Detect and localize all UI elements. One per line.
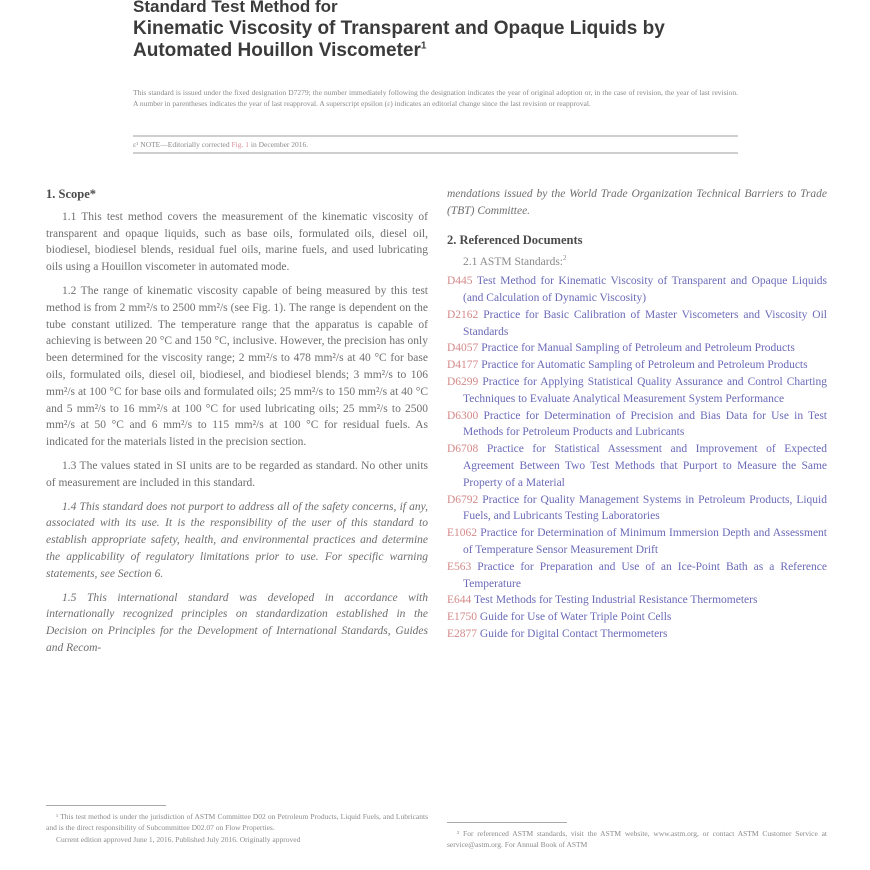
reference-item[interactable] [447, 273, 827, 307]
issuance-notice: This standard is issued under the fixed designation D7279; the number immediately following the designation indicates the year of original adoption or, in the case of revision, the year of last revision. A number in parentheses indicates the year of last reapproval. A superscript epsilon (ε) indicates an editorial change since the last revision or reapproval. [133, 88, 738, 108]
paragraph-1-5-continuation: mendations issued by the World Trade Organization Technical Barriers to Trade (TBT) Committee. [447, 188, 827, 217]
left-column [46, 186, 428, 664]
astm-standards-label: 2.1 ASTM Standards: [463, 256, 563, 269]
paragraph-1-3: 1.3 The values stated in SI units are to be regarded as standard. No other units of measurement are included in this standard. [46, 459, 428, 489]
reference-code[interactable]: D6792 [447, 493, 479, 506]
reference-title[interactable]: Guide for Use of Water Triple Point Cells [479, 611, 672, 624]
reference-item[interactable] [447, 374, 827, 408]
reference-code[interactable]: D6300 [447, 409, 479, 422]
paragraph-1-5: 1.5 This international standard was developed in accordance with internationally recognized principles on standardization established in the Decision on Principles for the Development of International Standards, Guides and Recom- [46, 591, 428, 654]
title-footnote-mark: 1 [420, 40, 427, 52]
reference-code[interactable]: D445 [447, 275, 473, 288]
footnote-rule [447, 822, 567, 823]
reference-item[interactable] [447, 492, 827, 526]
reference-item[interactable] [447, 408, 827, 442]
footnote-1-edition: Current edition approved June 1, 2016. Published July 2016. Originally approved [56, 835, 301, 844]
right-footnotes [447, 822, 827, 852]
reference-item[interactable] [447, 357, 827, 374]
astm-standards-subheading [463, 254, 827, 271]
reference-code[interactable]: E1750 [447, 611, 478, 624]
reference-title[interactable]: Practice for Quality Management Systems in Petroleum Products, Liquid Fuels, and Lubricants Testing Laboratories [463, 493, 827, 523]
reference-item[interactable] [447, 307, 827, 341]
section-1-heading: 1. Scope* [46, 187, 96, 201]
title-block [133, 0, 773, 62]
reference-title[interactable]: Practice for Basic Calibration of Master Viscometers and Viscosity Oil Standards [463, 308, 827, 338]
paragraph-1-1: 1.1 This test method covers the measurement of the kinematic viscosity of transparent and opaque liquids, such as base oils, formulated oils, diesel oil, biodiesel, biodiesel blends, residual fuel oils, marine fuels, and used lubricating oils using a Houillon viscometer in automated mode. [46, 210, 428, 274]
reference-code[interactable]: E644 [447, 594, 472, 607]
section-2-heading: 2. Referenced Documents [447, 232, 583, 247]
reference-code[interactable]: E2877 [447, 627, 478, 640]
reference-title[interactable]: Test Methods for Testing Industrial Resistance Thermometers [473, 594, 758, 607]
reference-title[interactable]: Practice for Statistical Assessment and Improvement of Expected Agreement Between Two Test Methods that Purport to Measure the Same Property of a Material [463, 443, 828, 489]
right-column [447, 186, 827, 643]
reference-title[interactable]: Practice for Automatic Sampling of Petroleum and Petroleum Products [481, 359, 808, 372]
reference-code[interactable]: E563 [447, 560, 472, 573]
epsilon-note-suffix: in December 2016. [250, 140, 309, 149]
reference-title[interactable]: Practice for Manual Sampling of Petroleum and Petroleum Products [481, 342, 795, 355]
reference-item[interactable] [447, 609, 827, 626]
reference-item[interactable] [447, 626, 827, 643]
epsilon-note-figure-link[interactable]: Fig. 1 [231, 140, 250, 149]
reference-code[interactable]: D4177 [447, 359, 479, 372]
reference-item[interactable] [447, 525, 827, 559]
title-line-3 [133, 40, 773, 62]
paragraph-1-4: 1.4 This standard does not purport to address all of the safety concerns, if any, associated with its use. It is the responsibility of the user of this standard to establish appropriate safety, health, and environmental practices and determine the applicability of regulatory limitations prior to use. For specific warning statements, see Section 6. [46, 500, 428, 580]
reference-title[interactable]: Test Method for Kinematic Viscosity of Transparent and Opaque Liquids (and Calculation of Dynamic Viscosity) [463, 275, 827, 304]
reference-item[interactable] [447, 559, 827, 593]
paragraph-1-2: 1.2 The range of kinematic viscosity capable of being measured by this test method is from 2 mm²/s to 2500 mm²/s (see Fig. 1). The range is dependent on the tube constant utilized. The temperature range that the apparatus is capable of achieving is between 20 °C and 150 °C, inclusive. However, the precision has only been determined for the viscosity range; 2 mm²/s to 478 mm²/s at 40 °C for base oils, formulated oils, diesel oil, biodiesel, and biodiesel blends; 3 mm²/s to 106 mm²/s at 100 °C for base oils and formulated oils; 25 mm²/s to 150 mm²/s at 40 °C and 5 mm²/s to 16 mm²/s at 100 °C for used lubricating oils; 25 mm²/s to 2500 mm²/s at 50 °C and 6 mm²/s to 115 mm²/s at 100 °C for residual fuels. As indicated for the materials listed in the precision section. [46, 284, 428, 449]
reference-title[interactable]: Practice for Applying Statistical Quality Assurance and Control Charting Techniques to Evaluate Analytical Measurement System Performance [463, 375, 828, 405]
epsilon-note [133, 135, 738, 154]
subsection-footnote-mark: 2 [563, 254, 567, 263]
footnote-rule [46, 805, 166, 806]
reference-code[interactable]: D6708 [447, 443, 479, 456]
title-line-1: Standard Test Method for [133, 0, 338, 16]
reference-title[interactable]: Practice for Determination of Precision and Bias Data for Use in Test Methods for Petroleum Products and Lubricants [463, 409, 827, 439]
reference-code[interactable]: D6299 [447, 375, 479, 388]
reference-code[interactable]: D4057 [447, 342, 479, 355]
reference-item[interactable] [447, 441, 827, 491]
footnote-2: ² For referenced ASTM standards, visit the ASTM website, www.astm.org, or contact ASTM Customer Service at service@astm.org. For Annual Book of ASTM [447, 829, 827, 849]
reference-code[interactable]: E1062 [447, 527, 478, 540]
left-footnotes [46, 805, 428, 848]
reference-item[interactable] [447, 592, 827, 609]
footnote-1: ¹ This test method is under the jurisdiction of ASTM Committee D02 on Petroleum Products, Liquid Fuels, and Lubricants and is the direct responsibility of Subcommittee D02.07 on Flow Properties. [46, 812, 428, 832]
reference-title[interactable]: Practice for Preparation and Use of an Ice-Point Bath as a Reference Temperature [463, 560, 827, 590]
reference-list [447, 273, 827, 643]
epsilon-note-prefix: ε¹ NOTE—Editorially corrected [133, 140, 230, 149]
reference-title[interactable]: Practice for Determination of Minimum Immersion Depth and Assessment of Temperature Sensor Measurement Drift [463, 527, 828, 556]
title-line-3-text: Automated Houillon Viscometer [133, 40, 421, 61]
reference-title[interactable]: Guide for Digital Contact Thermometers [479, 627, 668, 640]
reference-item[interactable] [447, 340, 827, 357]
reference-code[interactable]: D2162 [447, 308, 479, 321]
title-line-2: Kinematic Viscosity of Transparent and Opaque Liquids by [133, 18, 665, 39]
